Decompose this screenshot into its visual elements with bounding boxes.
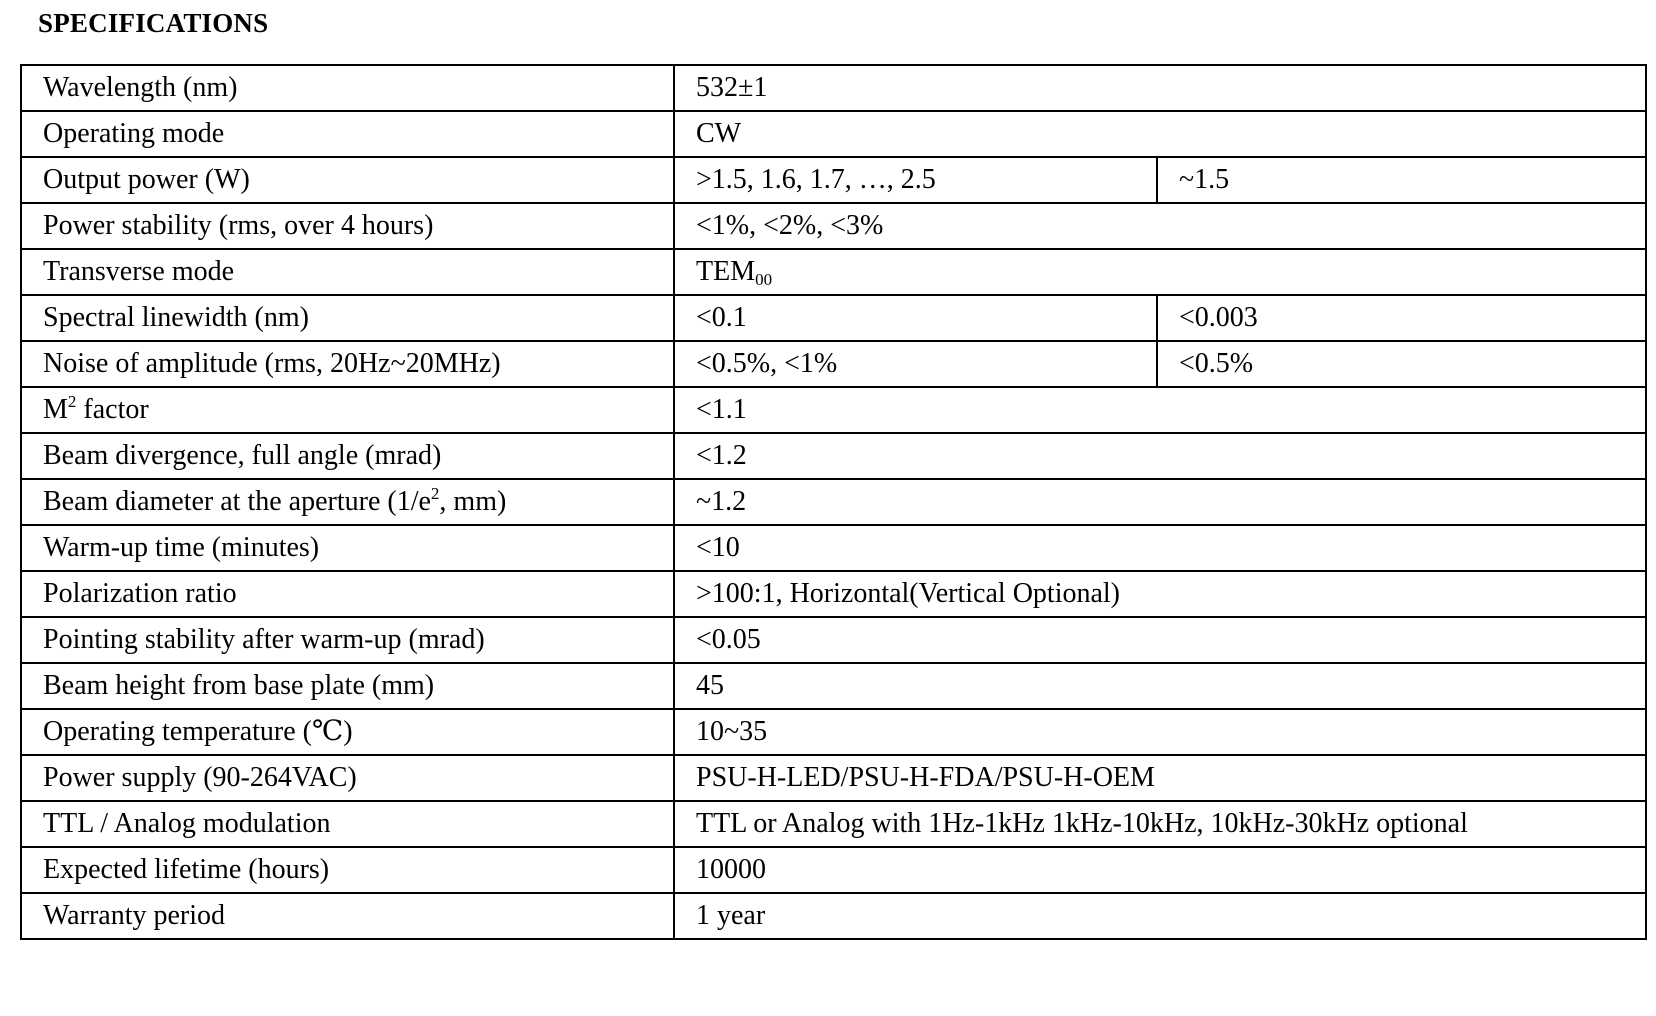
spec-label-text: Power stability (rms, over 4 hours) (43, 210, 434, 241)
spec-value-text: <0.1 (696, 302, 747, 333)
spec-label-cell (21, 571, 674, 617)
spec-value-cell (674, 525, 1646, 571)
spec-value-text: ~1.2 (696, 486, 747, 517)
page-title: SPECIFICATIONS (38, 8, 269, 38)
spec-value-cell (674, 111, 1646, 157)
superscript-text: 2 (430, 484, 440, 503)
spec-value-text: 1 year (696, 900, 766, 931)
spec-label-cell (21, 295, 674, 341)
spec-value-text: <0.5%, <1% (696, 348, 838, 379)
spec-value-text: TTL or Analog with 1Hz-1kHz 1kHz-10kHz, 10kHz-30kHz optional (696, 808, 1468, 839)
spec-value-cell (674, 65, 1646, 111)
table-row (21, 433, 1646, 479)
spec-value-cell (674, 663, 1646, 709)
spec-label-cell (21, 111, 674, 157)
spec-value-text: 10000 (696, 854, 766, 885)
spec-label-cell (21, 65, 674, 111)
spec-label-text: Noise of amplitude (rms, 20Hz~20MHz) (43, 348, 501, 379)
spec-label-text: Expected lifetime (hours) (43, 854, 330, 885)
table-row (21, 387, 1646, 433)
spec-value-cell (674, 617, 1646, 663)
spec-value-cell (674, 893, 1646, 939)
spec-label-text: TTL / Analog modulation (43, 808, 331, 839)
spec-value-text: <10 (696, 532, 740, 563)
spec-value-cell (674, 433, 1646, 479)
spec-label-text: Pointing stability after warm-up (mrad) (43, 624, 485, 655)
spec-label-cell (21, 341, 674, 387)
spec-label-cell (21, 755, 674, 801)
spec-label-text: Spectral linewidth (nm) (43, 302, 309, 333)
spec-label-cell (21, 433, 674, 479)
spec-label-text: Beam height from base plate (mm) (43, 670, 435, 701)
table-row (21, 709, 1646, 755)
table-row (21, 65, 1646, 111)
spec-label-cell (21, 893, 674, 939)
spec-label-text: Wavelength (nm) (43, 72, 238, 103)
spec-value-cell (674, 295, 1157, 341)
spec-value-cell (674, 157, 1157, 203)
spec-label-text: Power supply (90-264VAC) (43, 762, 357, 793)
spec-value-cell (674, 571, 1646, 617)
spec-label-cell (21, 203, 674, 249)
spec-value-text: >1.5, 1.6, 1.7, …, 2.5 (696, 164, 936, 195)
table-row (21, 111, 1646, 157)
table-row (21, 617, 1646, 663)
spec-value-cell-alt (1157, 157, 1646, 203)
spec-value-text: 532±1 (696, 72, 768, 103)
spec-label-cell (21, 479, 674, 525)
table-row (21, 847, 1646, 893)
spec-label-text: Warm-up time (minutes) (43, 532, 320, 563)
spec-label-text: Beam divergence, full angle (mrad) (43, 440, 442, 471)
table-row (21, 525, 1646, 571)
spec-value-cell-alt (1157, 341, 1646, 387)
table-row (21, 479, 1646, 525)
spec-value-cell (674, 479, 1646, 525)
spec-value-text-alt: ~1.5 (1179, 164, 1230, 195)
spec-label-text-suffix: factor (76, 394, 149, 425)
spec-value-cell (674, 203, 1646, 249)
table-row (21, 755, 1646, 801)
spec-label-cell (21, 709, 674, 755)
spec-value-text: <0.05 (696, 624, 761, 655)
spec-label-cell (21, 249, 674, 295)
spec-label-cell (21, 525, 674, 571)
table-row (21, 157, 1646, 203)
spec-value-text: <1%, <2%, <3% (696, 210, 884, 241)
spec-label-text: M (43, 394, 68, 425)
spec-label-text: Operating mode (43, 118, 225, 149)
spec-value-text: CW (696, 118, 742, 149)
spec-label-cell (21, 387, 674, 433)
spec-label-text: Polarization ratio (43, 578, 237, 609)
table-row (21, 341, 1646, 387)
table-row (21, 203, 1646, 249)
specifications-table (20, 64, 1647, 940)
spec-label-text: Beam diameter at the aperture (1/e (43, 486, 431, 517)
table-row (21, 893, 1646, 939)
spec-value-cell (674, 709, 1646, 755)
spec-value-text: <1.1 (696, 394, 747, 425)
spec-label-cell (21, 157, 674, 203)
spec-value-cell-alt (1157, 295, 1646, 341)
spec-label-cell (21, 847, 674, 893)
superscript-text: 2 (67, 392, 77, 411)
spec-label-cell (21, 801, 674, 847)
spec-value-cell (674, 387, 1646, 433)
spec-value-cell (674, 249, 1646, 295)
spec-label-cell (21, 617, 674, 663)
spec-value-cell (674, 755, 1646, 801)
table-row (21, 295, 1646, 341)
spec-value-text: PSU-H-LED/PSU-H-FDA/PSU-H-OEM (696, 762, 1155, 793)
spec-label-text: Output power (W) (43, 164, 250, 195)
table-row (21, 801, 1646, 847)
spec-value-text: <1.2 (696, 440, 747, 471)
spec-value-cell (674, 801, 1646, 847)
spec-value-cell (674, 341, 1157, 387)
spec-value-text-alt: <0.5% (1179, 348, 1254, 379)
spec-label-text: Operating temperature (℃) (43, 716, 353, 747)
spec-value-text-alt: <0.003 (1179, 302, 1258, 333)
table-row (21, 571, 1646, 617)
spec-label-text-suffix: , mm) (439, 486, 507, 517)
subscript-text: 00 (755, 270, 773, 289)
table-row (21, 663, 1646, 709)
spec-label-text: Transverse mode (43, 256, 235, 287)
spec-value-text: TEM (696, 256, 756, 287)
spec-value-text: 10~35 (696, 716, 768, 747)
spec-label-text: Warranty period (43, 900, 225, 931)
table-row (21, 249, 1646, 295)
spec-label-cell (21, 663, 674, 709)
spec-value-text: >100:1, Horizontal(Vertical Optional) (696, 578, 1121, 609)
spec-value-text: 45 (696, 670, 724, 701)
spec-value-cell (674, 847, 1646, 893)
